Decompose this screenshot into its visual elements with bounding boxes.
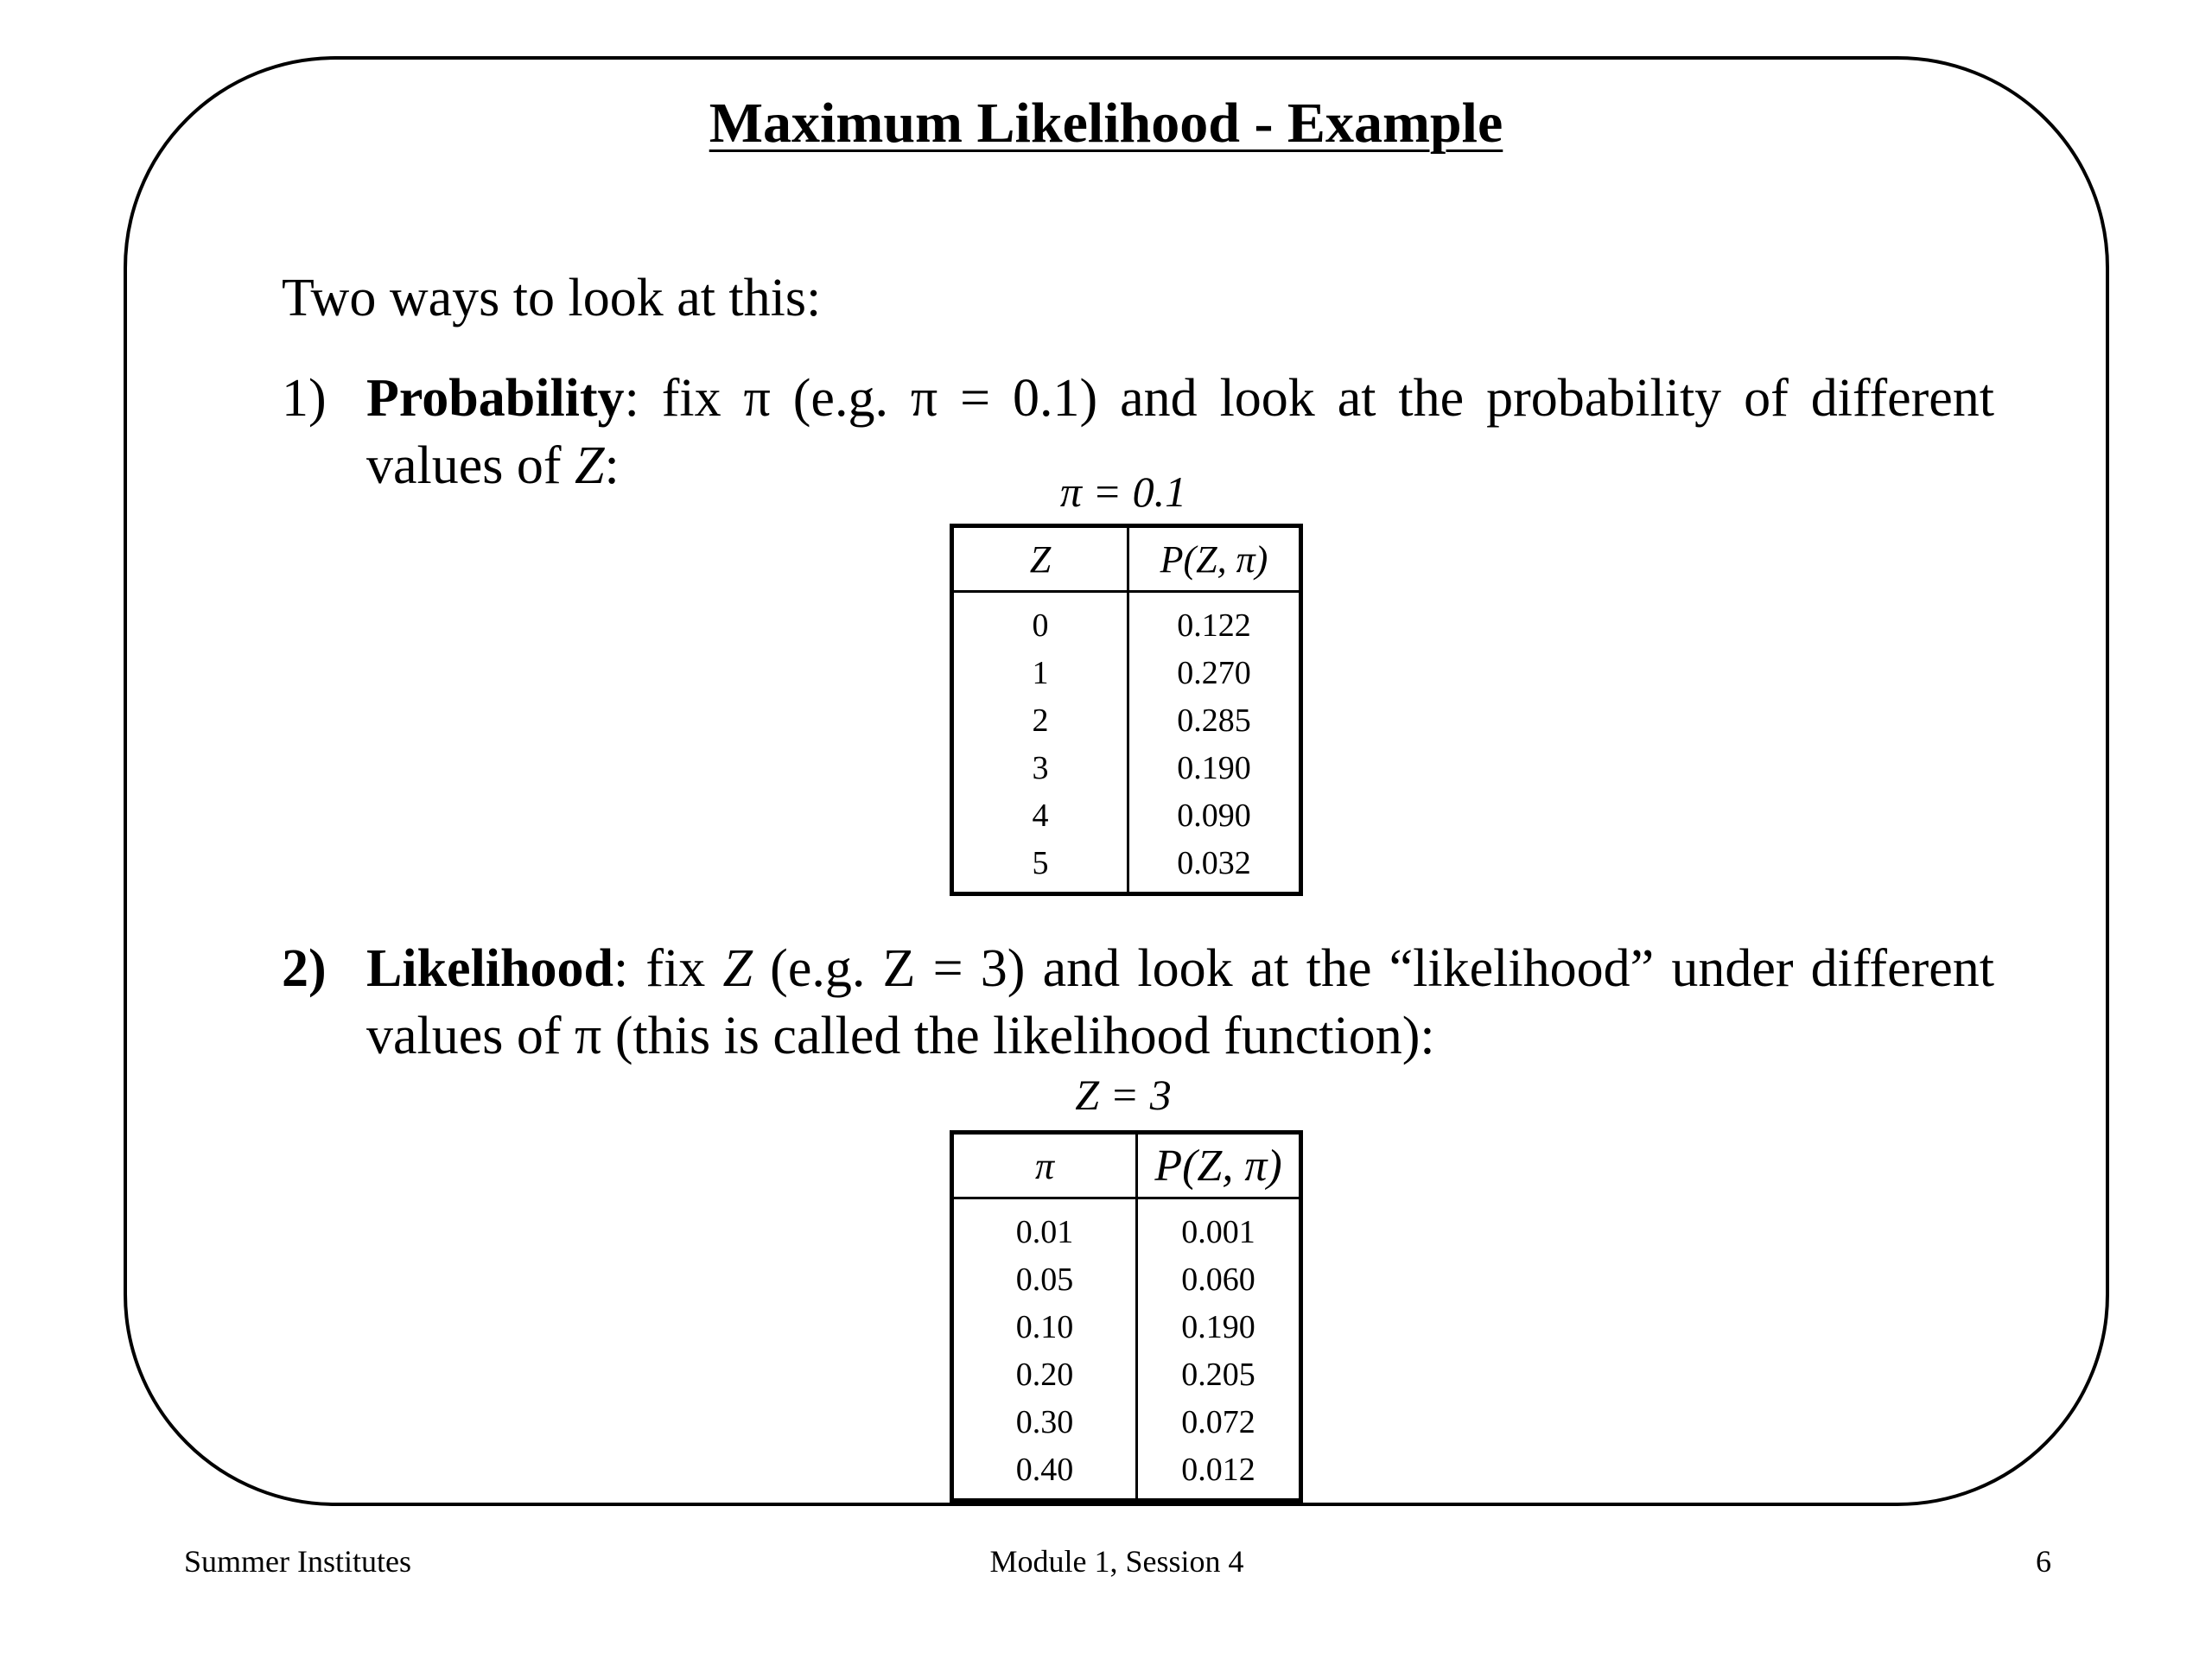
table-cell: 3 [952, 744, 1128, 791]
table-row [952, 592, 1301, 650]
list-item-likelihood [282, 935, 1994, 1070]
table-cell: 0 [952, 592, 1128, 650]
variable-z: Z [722, 939, 753, 998]
table-cell: 0.285 [1177, 702, 1251, 739]
table-cell: 0.05 [952, 1255, 1137, 1303]
table-cell: 0.10 [952, 1303, 1137, 1351]
list-item-body [366, 935, 1994, 1070]
table-cell: 0.205 [1181, 1356, 1255, 1393]
table-cell: 0.01 [952, 1198, 1137, 1256]
column-header-p: P(Z, π) [1128, 526, 1301, 592]
table-cell: 0.012 [1181, 1451, 1255, 1488]
table-header-row [952, 526, 1301, 592]
term-likelihood: Likelihood [366, 939, 613, 998]
table-cell: 5 [952, 839, 1128, 894]
variable-z: Z [575, 436, 605, 495]
table-cell: 0.001 [1181, 1213, 1255, 1250]
table-row [952, 1255, 1301, 1303]
table-cell: 0.122 [1177, 607, 1251, 644]
table-row [952, 649, 1301, 696]
table1-caption: π = 0.1 [1059, 467, 1187, 516]
table-row [952, 1303, 1301, 1351]
slide-title-text: Maximum Likelihood - Example [709, 92, 1503, 155]
column-header-z: Z [952, 526, 1128, 592]
table-cell: 0.072 [1181, 1403, 1255, 1440]
table-cell: 1 [952, 649, 1128, 696]
item2-text: (e.g. Z = 3) and look at the “likelihood” under different values of π (this is called the likelihood function): [366, 939, 1994, 1065]
table-cell: 0.40 [952, 1446, 1137, 1501]
probability-table [950, 524, 1303, 896]
table-cell: 0.20 [952, 1351, 1137, 1398]
table-cell: 2 [952, 696, 1128, 744]
likelihood-table [950, 1130, 1303, 1503]
table-row [952, 1198, 1301, 1256]
column-header-pi: π [952, 1133, 1137, 1198]
table-cell: 0.190 [1177, 749, 1251, 786]
item1-end: : [604, 436, 620, 495]
term-probability: Probability [366, 369, 625, 428]
table-row [952, 839, 1301, 894]
table-header-row [952, 1133, 1301, 1198]
item1-text: : fix π (e.g. π = 0.1) and look at the probability of different values of [366, 369, 1994, 495]
table-row [952, 1446, 1301, 1501]
table-row [952, 1351, 1301, 1398]
table-cell: 4 [952, 791, 1128, 839]
list-number: 2) [282, 939, 327, 998]
page-number: 6 [2036, 1544, 2051, 1579]
table2-caption: Z = 3 [1075, 1071, 1172, 1119]
footer-center: Module 1, Session 4 [989, 1544, 1244, 1579]
slide-title [0, 91, 2212, 156]
table-row [952, 744, 1301, 791]
table-row [952, 696, 1301, 744]
table-cell: 0.190 [1181, 1308, 1255, 1345]
column-header-p: P(Z, π) [1137, 1133, 1301, 1198]
table-cell: 0.270 [1177, 654, 1251, 691]
footer-left: Summer Institutes [184, 1544, 411, 1579]
list-number: 1) [282, 369, 327, 428]
item2-pre: : fix [613, 939, 723, 998]
intro-text: Two ways to look at this: [282, 269, 822, 327]
table-row [952, 1398, 1301, 1446]
table-cell: 0.032 [1177, 844, 1251, 881]
table-cell: 0.30 [952, 1398, 1137, 1446]
table-cell: 0.060 [1181, 1261, 1255, 1298]
table-cell: 0.090 [1177, 797, 1251, 834]
table-row [952, 791, 1301, 839]
